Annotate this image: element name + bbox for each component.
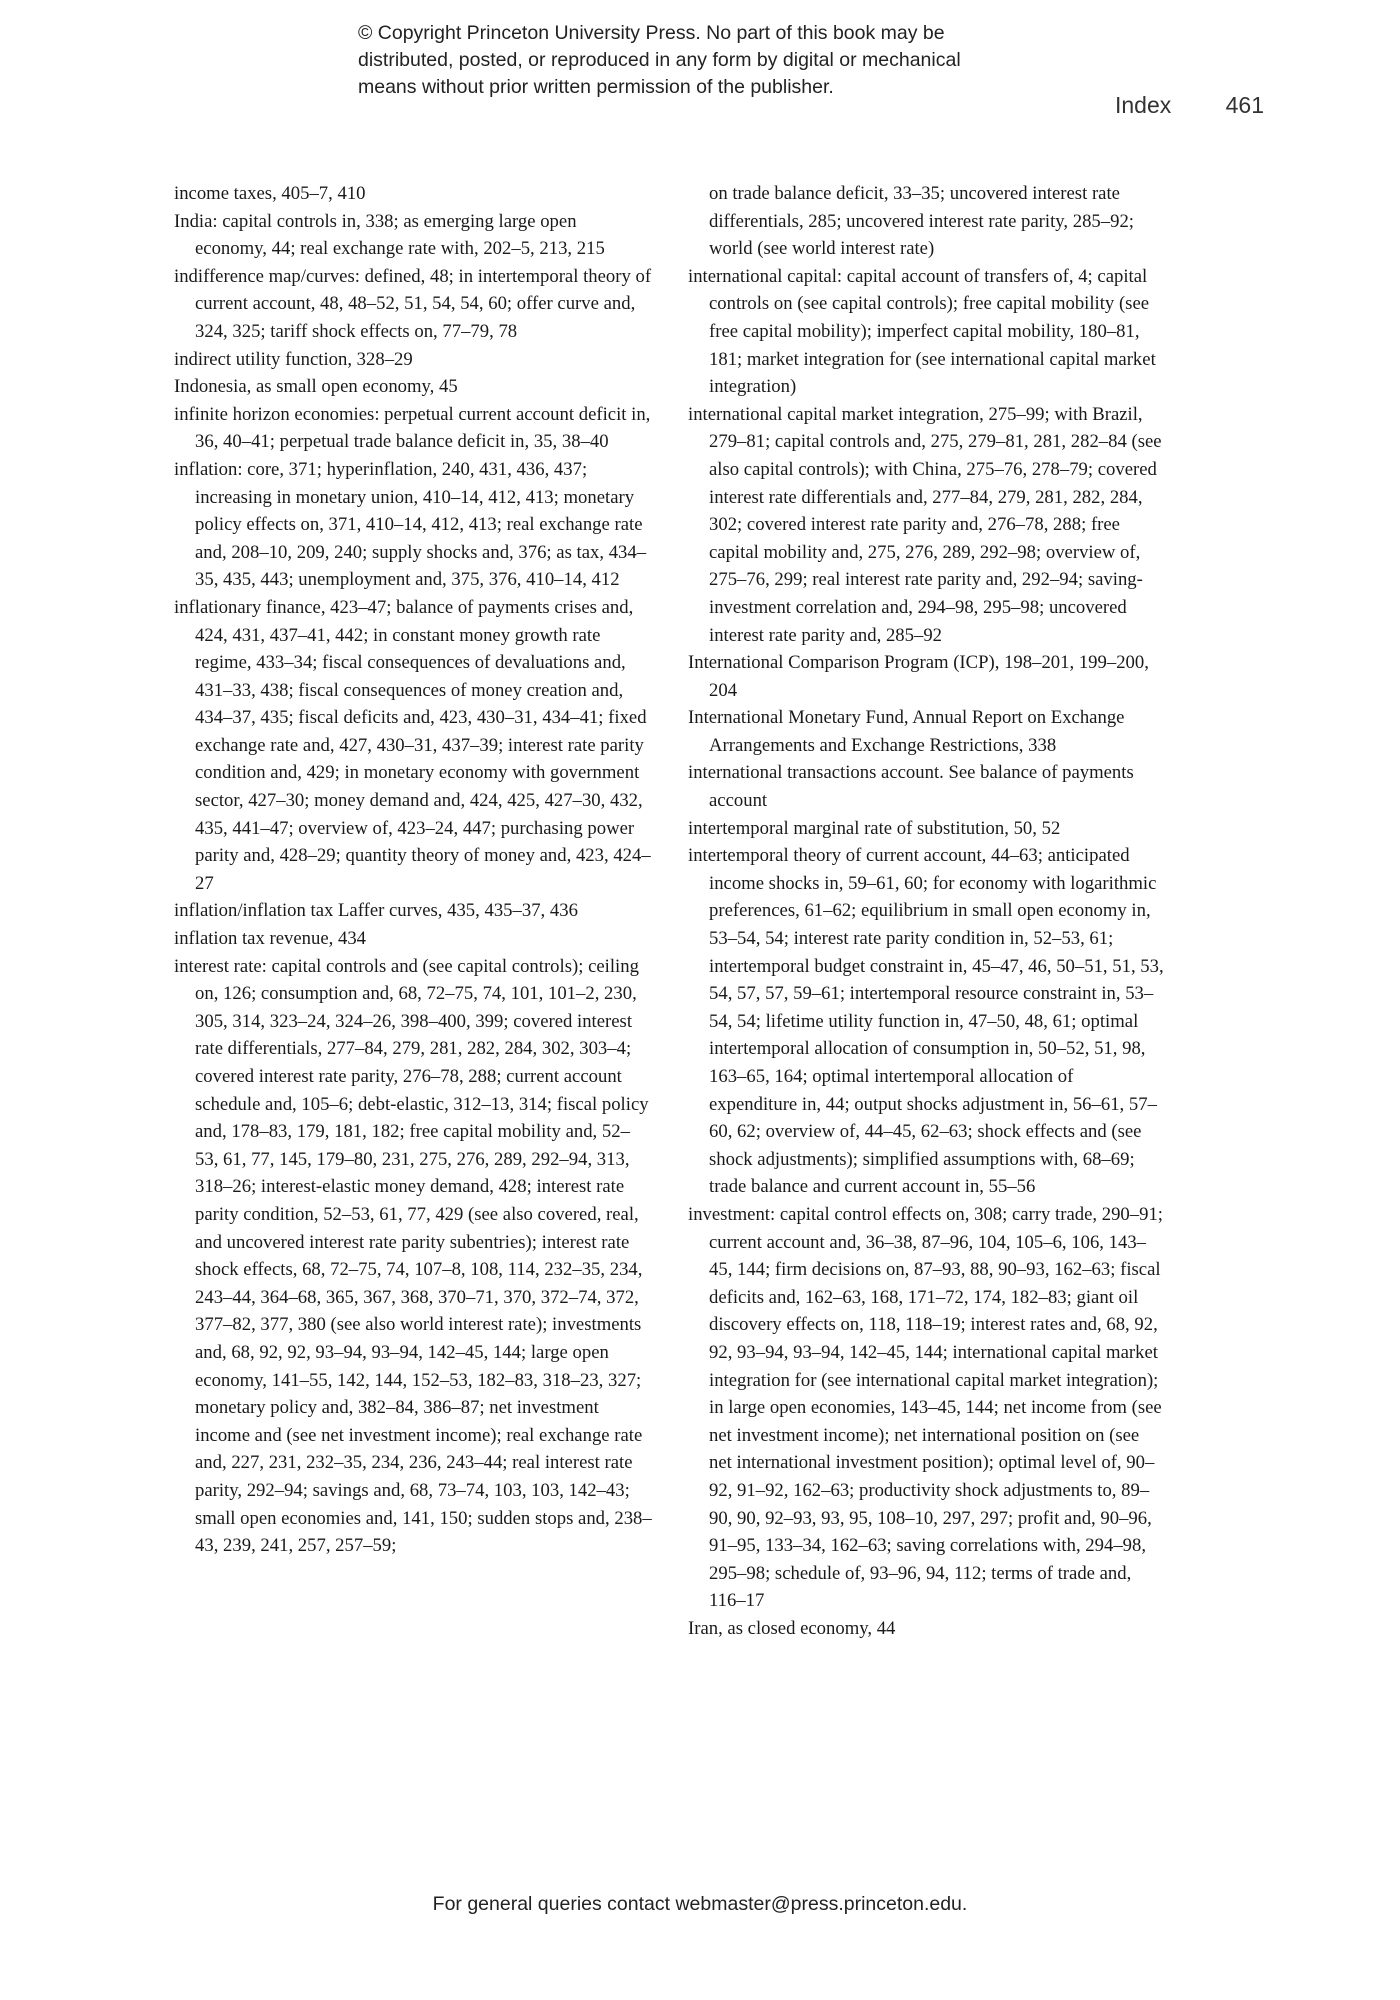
copyright-notice [358, 20, 1078, 101]
index-entry: infinite horizon economies: perpetual current account deficit in, 36, 40–41; perpetual trade balance deficit in, 35, 38–40 [174, 403, 651, 453]
index-entry: inflation tax revenue, 434 [174, 928, 367, 950]
section-title: Index [1114, 92, 1172, 118]
index-entry: Iran, as closed economy, 44 [688, 1617, 896, 1639]
index-entry: investment: capital control effects on, 308; carry trade, 290–91; current account and, 36–38, 87–96, 104, 105–6, 106, 143–45, 144; firm decisions on, 87–93, 88, 90–93, 162–63; fiscal deficits and, 162–63, 168, 171–72, 174, 182–83; giant oil discovery effects on, 118, 118–19; interest rates and, 68, 92, 92, 93–94, 93–94, 142–45, 144; international capital market integration for (see international capital market integration); in large open economies, 143–45, 144; net income from (see net investment income); net international position on (see net international investment position); optimal level of, 90–92, 91–92, 162–63; productivity shock adjustments to, 89–90, 90, 92–93, 93, 95, 108–10, 297, 297; profit and, 90–96, 91–95, 133–34, 162–63; saving correlations with, 294–98, 295–98; schedule of, 93–96, 94, 112; terms of trade and, 116–17 [688, 1203, 1163, 1612]
index-entry-continued: on trade balance deficit, 33–35; uncovered interest rate differentials, 285; uncovered interest rate parity, 285–92; world (see world interest rate) [709, 183, 1135, 260]
index-entry: indirect utility function, 328–29 [174, 348, 413, 370]
index-entry: inflationary finance, 423–47; balance of payments crises and, 424, 431, 437–41, 442; in constant money growth rate regime, 433–34; fiscal consequences of devaluations and, 431–33, 438; fiscal consequences of money creation and, 434–37, 435; fiscal deficits and, 423, 430–31, 434–41; fixed exchange rate and, 427, 430–31, 437–39; interest rate parity condition and, 429; in monetary economy with government sector, 427–30; money demand and, 424, 425, 427–30, 432, 435, 441–47; overview of, 423–24, 447; purchasing power parity and, 428–29; quantity theory of money and, 423, 424–27 [174, 596, 651, 894]
index-entry: indifference map/curves: defined, 48; in intertemporal theory of current account, 48, 48–52, 51, 54, 54, 60; offer curve and, 324, 325; tariff shock effects on, 77–79, 78 [174, 265, 652, 342]
index-entry: international capital: capital account of transfers of, 4; capital controls on (see capital controls); free capital mobility (see free capital mobility); imperfect capital mobility, 180–81, 181; market integration for (see international capital market integration) [688, 265, 1156, 398]
copyright-line: © Copyright Princeton University Press. No part of this book may be [358, 22, 945, 44]
copyright-line: means without prior written permission of the publisher. [358, 76, 834, 98]
index-entry: intertemporal marginal rate of substitution, 50, 52 [688, 817, 1061, 839]
index-entry: inflation/inflation tax Laffer curves, 435, 435–37, 436 [174, 900, 578, 922]
index-entry: international capital market integration, 275–99; with Brazil, 279–81; capital controls and, 275, 279–81, 281, 282–84 (see also capital controls); with China, 275–76, 278–79; covered interest rate differentials and, 277–84, 279, 281, 282, 284, 302; covered interest rate parity and, 276–78, 288; free capital mobility and, 275, 276, 289, 292–98; overview of, 275–76, 299; real interest rate parity and, 292–94; saving-investment correlation and, 294–98, 295–98; uncovered interest rate parity and, 285–92 [688, 403, 1162, 646]
page-number: 461 [1225, 92, 1264, 118]
index-entry: intertemporal theory of current account, 44–63; anticipated income shocks in, 59–61, 60; for economy with logarithmic preferences, 61–62; equilibrium in small open economy in, 53–54, 54; interest rate parity condition in, 52–53, 61; intertemporal budget constraint in, 45–47, 46, 50–51, 51, 53, 54, 57, 57, 59–61; intertemporal resource constraint in, 53–54, 54; lifetime utility function in, 47–50, 48, 61; optimal intertemporal allocation of consumption in, 50–52, 51, 98, 163–65, 164; optimal intertemporal allocation of expenditure in, 44; output shocks adjustment in, 56–61, 57–60, 62; overview of, 44–45, 62–63; shock effects and (see shock adjustments); simplified assumptions with, 68–69; trade balance and current account in, 55–56 [688, 845, 1164, 1198]
index-entry: International Comparison Program (ICP), 198–201, 199–200, 204 [688, 652, 1149, 701]
copyright-line: distributed, posted, or reproduced in any form by digital or mechanical [358, 49, 961, 71]
index-entry: inflation: core, 371; hyperinflation, 240, 431, 436, 437; increasing in monetary union, 410–14, 412, 413; monetary policy effects on, 371, 410–14, 412, 413; real exchange rate and, 208–10, 209, 240; supply shocks and, 376; as tax, 434–35, 435, 443; unemployment and, 375, 376, 410–14, 412 [174, 458, 647, 591]
footer-contact: For general queries contact webmaster@press.princeton.edu. [432, 1893, 968, 1915]
index-column-right [688, 180, 1166, 1642]
index-column-left [174, 180, 652, 1560]
index-entry: income taxes, 405–7, 410 [174, 183, 366, 204]
running-head [1115, 92, 1264, 119]
index-entry: interest rate: capital controls and (see capital controls); ceiling on, 126; consumption and, 68, 72–75, 74, 101, 101–2, 230, 305, 314, 323–24, 324–26, 398–400, 399; covered interest rate differentials, 277–84, 279, 281, 282, 284, 302, 303–4; covered interest rate parity, 276–78, 288; current account schedule and, 105–6; debt-elastic, 312–13, 314; fiscal policy and, 178–83, 179, 181, 182; free capital mobility and, 52–53, 61, 77, 145, 179–80, 231, 275, 276, 289, 292–94, 313, 318–26; interest-elastic money demand, 428; interest rate parity condition, 52–53, 61, 77, 429 (see also covered, real, and uncovered interest rate parity subentries); interest rate shock effects, 68, 72–75, 74, 107–8, 108, 114, 232–35, 234, 243–44, 364–68, 365, 367, 368, 370–71, 370, 372–74, 372, 377–82, 377, 380 (see also world interest rate); investments and, 68, 92, 92, 93–94, 93–94, 142–45, 144; large open economy, 141–55, 142, 144, 152–53, 182–83, 318–23, 327; monetary policy and, 382–84, 386–87; net investment income and (see net investment income); real exchange rate and, 227, 231, 232–35, 234, 236, 243–44; real interest rate parity, 292–94; savings and, 68, 73–74, 103, 103, 142–43; small open economies and, 141, 150; sudden stops and, 238–43, 239, 241, 257, 257–59; [174, 955, 652, 1557]
index-entry: International Monetary Fund, Annual Report on Exchange Arrangements and Exchange Restrictions, 338 [688, 707, 1125, 756]
index-entry: Indonesia, as small open economy, 45 [174, 376, 458, 398]
index-entry: international transactions account. See balance of payments account [688, 762, 1134, 812]
index-entry: India: capital controls in, 338; as emerging large open economy, 44; real exchange rate with, 202–5, 213, 215 [174, 210, 605, 260]
